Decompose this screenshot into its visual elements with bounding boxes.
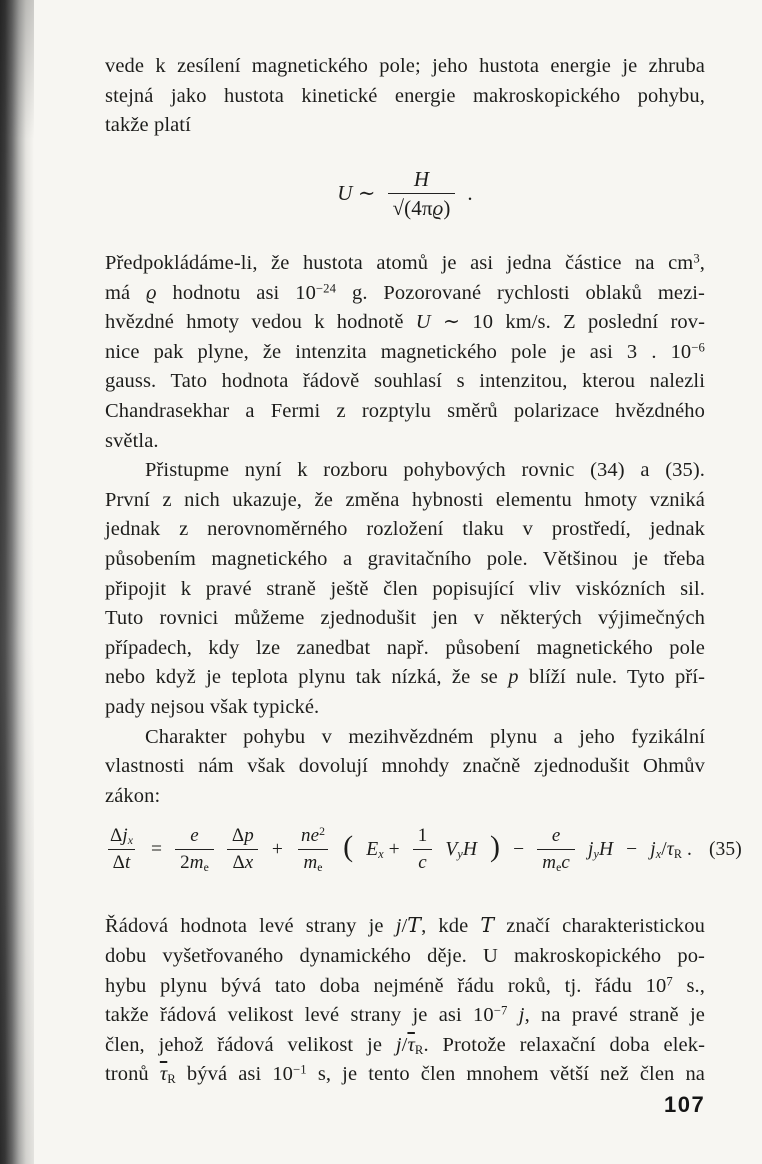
text-line: tronů $\overline{\tau}_R$ bývá asi $10^{-1}$ s, je tento člen mnohem větší než člen na xyxy=(105,1062,705,1087)
page-number: 107 xyxy=(664,1092,706,1117)
fraction-numerator: e xyxy=(190,825,199,846)
fraction xyxy=(296,825,330,874)
formula-period: . xyxy=(467,180,473,205)
fraction xyxy=(175,825,214,874)
fraction-denominator: $2m_e$ xyxy=(175,849,214,874)
fraction xyxy=(537,825,575,874)
text-line: stejná jako hustota kinetické energie makroskopického pohybu, xyxy=(105,84,705,107)
fraction-denominator: c xyxy=(413,849,432,874)
page-text-column xyxy=(105,52,742,1090)
text-line: Tuto rovnici můžeme zjednodušit jen v některých výjimečných xyxy=(105,607,705,630)
equals-sign: = xyxy=(151,838,163,860)
text-line: Chandrasekhar a Fermi z rozptylu směrů polarizace hvězdného xyxy=(105,400,705,423)
text-line: hvězdné hmoty vedou k hodnotě U ∼ 10 km/s. Z poslední rov- xyxy=(105,311,705,334)
equation-number: (35) xyxy=(708,838,742,860)
text-line: připojit k pravé straně ještě člen popisující vliv viskózních sil. xyxy=(105,577,705,600)
fraction-numerator: Δp xyxy=(231,825,254,846)
text-line: hybu plynu bývá tato doba nejméně řádu roků, tj. řádu $10^7$ s., xyxy=(105,974,705,997)
text-line: má ϱ hodnotu asi $10^{-24}$ g. Pozorované rychlosti oblaků mezi- xyxy=(105,281,705,304)
term-ex: $E_x$ + xyxy=(366,838,400,861)
text-line: nebo když je teplota plynu tak nízká, že se p blíží nule. Tyto pří- xyxy=(105,666,705,689)
paragraph-4 xyxy=(105,723,705,812)
text-line: dobu vyšetřovaného dynamického děje. U makroskopického po- xyxy=(105,944,705,967)
fraction xyxy=(413,825,433,874)
text-line: Předpokládáme-li, že hustota atomů je asi jedna částice na $cm^3$, xyxy=(105,251,705,275)
fraction-denominator: $m_ec$ xyxy=(537,849,575,874)
text-line: člen, jehož řádová velikost je $j/\overline{\tau}_R$. Protože relaxační doba elek- xyxy=(105,1033,705,1057)
text-line: nice pak plyne, že intenzita magnetického pole je asi 3 . $10^{-6}$ xyxy=(105,340,705,363)
fraction xyxy=(388,167,456,220)
fraction-denominator: $m_e$ xyxy=(298,849,327,874)
text-line: vede k zesílení magnetického pole; jeho hustota energie je zhruba xyxy=(105,55,705,77)
text-line: světla. xyxy=(105,429,159,452)
equation-35-ohms-law: $\frac{\Delta j_x}{\Delta t}$ = $\frac{e}{2m_e}$ $\frac{\Delta p}{\Delta x}$ + $\frac{ne^2}{m_e}$ ( $E_x$ + $\frac{1}{c}$ $V_yH$ ) − $\frac{e}{m_ec}$ $j_yH$ − $j_x/\tau_R$ . (35) xyxy=(105,817,742,881)
text-line: takže platí xyxy=(105,114,191,137)
term-relaxation: $j_x/\tau_R$ . xyxy=(650,838,692,861)
fraction xyxy=(105,825,138,874)
display-formula-alfven-speed xyxy=(105,167,705,220)
text-line: jednak z nerovnoměrného rozložení tlaku v prostředí, jednak xyxy=(105,518,705,541)
fraction-denominator: Δt xyxy=(108,849,136,874)
fraction-denominator: Δx xyxy=(227,849,258,874)
text-line: pady nejsou však typické. xyxy=(105,695,320,718)
text-line: vlastnosti nám však dovolují mnohdy značně zjednodušit Ohmův xyxy=(105,755,705,778)
text-line: Charakter pohybu v mezihvězdném plynu a jeho fyzikální xyxy=(145,725,705,748)
term-jyh: $j_yH$ xyxy=(587,838,614,861)
paragraph-5 xyxy=(105,911,705,1090)
text-line: působením magnetického a gravitačního pole. Většinou je třeba xyxy=(105,548,705,570)
formula-lhs: U ∼ xyxy=(337,180,376,205)
book-gutter-shadow xyxy=(0,0,34,1164)
fraction-numerator: 1 xyxy=(417,825,428,846)
text-line: Řádová hodnota levé strany je j/T, kde T značí charakteristickou xyxy=(105,913,705,938)
fraction-denominator: √(4πϱ) xyxy=(388,193,456,220)
text-line: takže řádová velikost levé strany je asi $10^{-7}$ j, na pravé straně je xyxy=(105,1003,705,1027)
term-vyh: $V_yH$ xyxy=(445,838,478,861)
minus-sign: − xyxy=(513,838,525,860)
text-line: gauss. Tato hodnota řádově souhlasí s intenzitou, kterou nalezli xyxy=(105,370,705,393)
paragraph-3 xyxy=(105,456,705,722)
text-line: případech, kdy lze zanedbat např. působení magnetického pole xyxy=(105,636,705,659)
text-line: Přistupme nyní k rozboru pohybových rovnic (34) a (35). xyxy=(145,459,705,482)
minus-sign: − xyxy=(626,838,638,860)
fraction-numerator: e xyxy=(551,825,561,846)
paragraph-2 xyxy=(105,249,705,456)
plus-sign: + xyxy=(271,838,283,860)
fraction-numerator: H xyxy=(413,166,430,191)
text-line: První z nich ukazuje, že změna hybnosti elementu hmoty vzniká xyxy=(105,488,705,511)
paragraph-1 xyxy=(105,52,705,141)
fraction-numerator: $ne^2$ xyxy=(300,825,326,846)
fraction xyxy=(227,825,259,874)
text-line: zákon: xyxy=(105,784,161,807)
fraction-numerator: $\Delta j_x$ xyxy=(110,825,134,847)
